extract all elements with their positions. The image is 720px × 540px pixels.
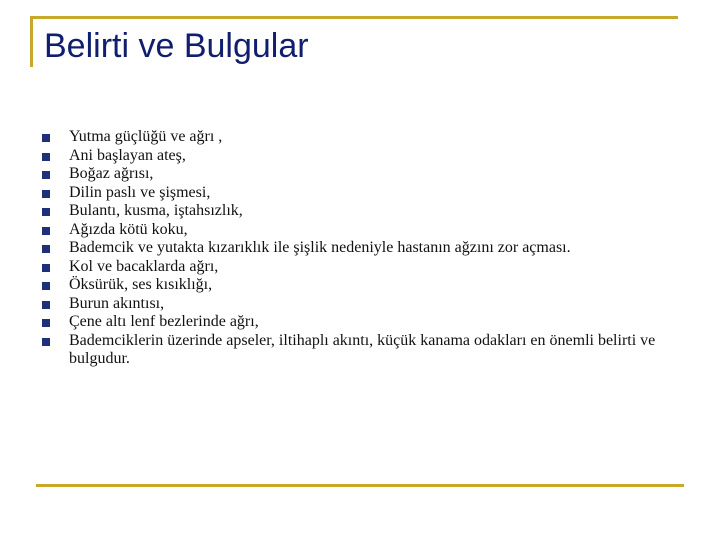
square-bullet-icon	[42, 319, 50, 327]
list-item-text: Kol ve bacaklarda ağrı,	[69, 257, 219, 275]
list-item	[40, 128, 660, 147]
list-item-text: Bademciklerin üzerinde apseler, iltihaplı akıntı, küçük kanama odakları en önemli belirti ve bulgudur.	[69, 331, 656, 367]
list-item-text: Bademcik ve yutakta kızarıklık ile şişlik nedeniyle hastanın ağzını zor açması.	[69, 239, 571, 256]
list-item-text: Ani başlayan ateş,	[69, 146, 186, 164]
square-bullet-icon	[42, 245, 50, 253]
list-item-text: Bulantı, kusma, iştahsızlık,	[69, 202, 243, 219]
list-item	[40, 202, 660, 221]
list-item	[40, 332, 660, 369]
list-item	[40, 276, 660, 295]
square-bullet-icon	[42, 282, 50, 290]
list-item-text: Öksürük, ses kısıklığı,	[69, 276, 213, 293]
list-item-text: Yutma güçlüğü ve ağrı ,	[69, 128, 223, 145]
bottom-rule	[36, 484, 684, 487]
square-bullet-icon	[42, 338, 50, 346]
title-frame-top-rule	[30, 16, 678, 19]
list-item-text: Ağızda kötü koku,	[69, 220, 188, 238]
list-item	[40, 147, 660, 166]
list-item	[40, 258, 660, 277]
title-frame-left-rule	[30, 16, 33, 67]
square-bullet-icon	[42, 153, 50, 161]
list-item	[40, 184, 660, 203]
square-bullet-icon	[42, 134, 50, 142]
list-item	[40, 239, 660, 258]
list-item	[40, 165, 660, 184]
slide-title: Belirti ve Bulgular	[44, 27, 309, 65]
square-bullet-icon	[42, 301, 50, 309]
square-bullet-icon	[42, 190, 50, 198]
list-item-text: Çene altı lenf bezlerinde ağrı,	[69, 313, 259, 330]
list-item	[40, 221, 660, 240]
list-item-text: Burun akıntısı,	[69, 294, 165, 312]
square-bullet-icon	[42, 227, 50, 235]
list-item	[40, 313, 660, 332]
list-item	[40, 295, 660, 314]
list-item-text: Boğaz ağrısı,	[69, 165, 154, 182]
square-bullet-icon	[42, 264, 50, 272]
symptom-list	[40, 128, 660, 369]
square-bullet-icon	[42, 208, 50, 216]
square-bullet-icon	[42, 171, 50, 179]
list-item-text: Dilin paslı ve şişmesi,	[69, 183, 211, 201]
